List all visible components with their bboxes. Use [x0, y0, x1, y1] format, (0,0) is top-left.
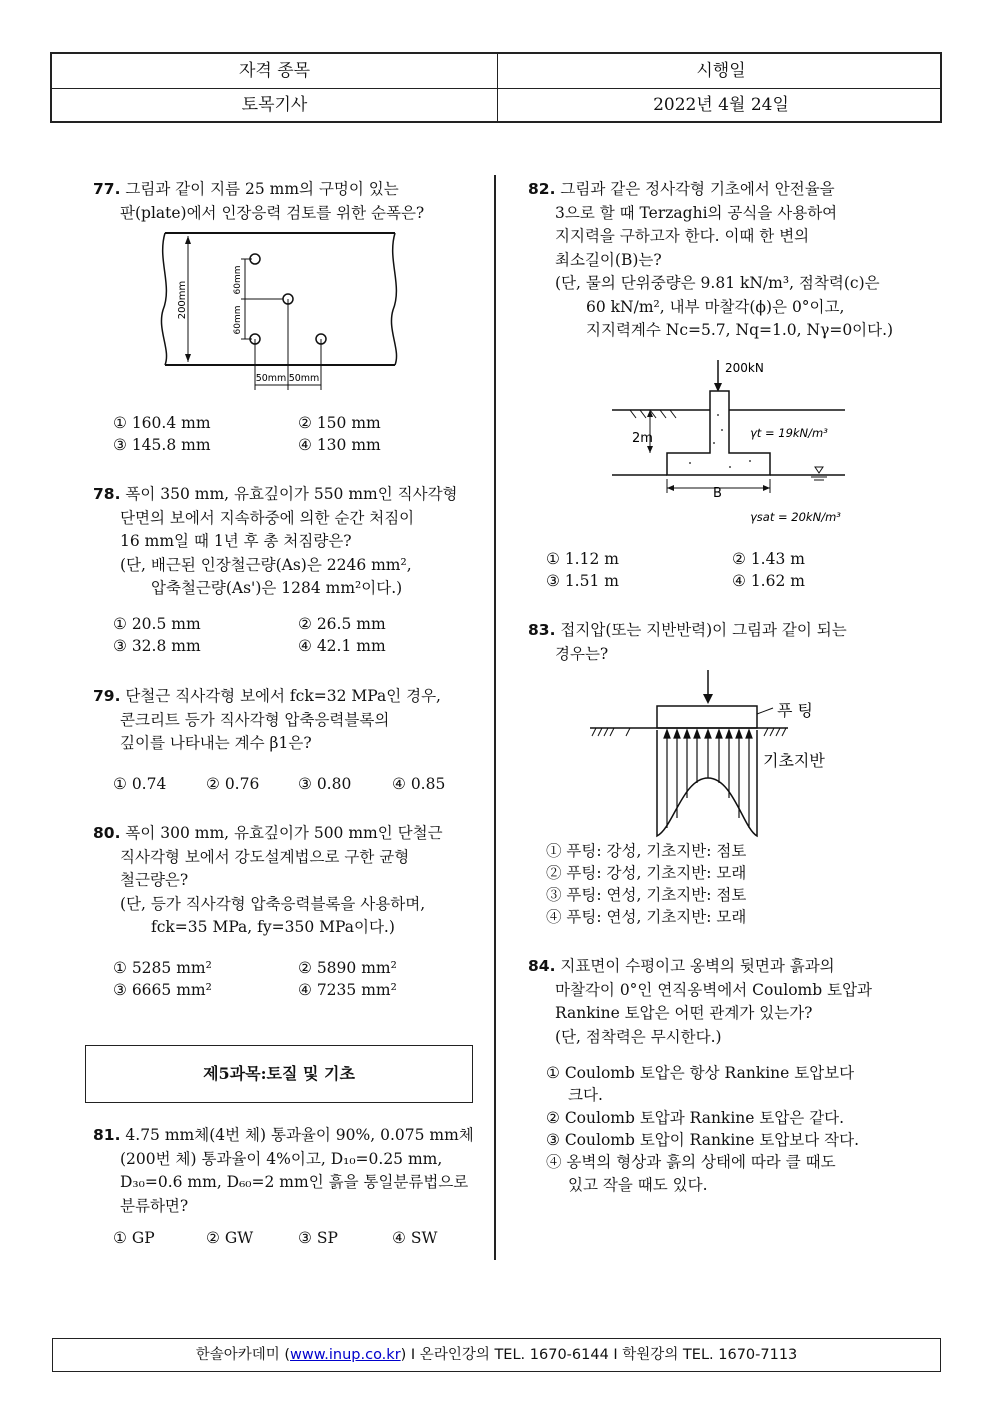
question-78: 78. 폭이 350 mm, 유효깊이가 550 mm인 직사각형 단면의 보에서 지속하중에 의한 순간 처짐이 16 mm일 때 1년 후 총 처짐량은? (단, 배근된 인장철근량(As)은 2246 mm², 압축철근량(As')은 1284 mm²이다.)	[93, 485, 458, 597]
q84-option-2[interactable]: ② Coulomb 토압과 Rankine 토압은 같다.	[546, 1109, 845, 1127]
footer-bar	[52, 1338, 941, 1372]
figure-83-footing-label: 푸 팅	[777, 701, 813, 720]
q81-option-4[interactable]: ④ SW	[392, 1229, 438, 1247]
q84-option-1-cont: 크다.	[568, 1086, 603, 1104]
header-value-category: 토목기사	[52, 88, 498, 122]
q81-option-3[interactable]: ③ SP	[298, 1229, 338, 1247]
header-label-date: 시행일	[696, 61, 746, 81]
header-table	[50, 52, 942, 123]
figure-82-depth-label: 2m	[632, 431, 653, 446]
question-80: 80. 폭이 300 mm, 유효깊이가 500 mm인 단철근 직사각형 보에서 강도설계법으로 구한 균형 철근량은? (단, 등가 직사각형 압축응력블록을 사용하며, fck=35 MPa, fy=350 MPa이다.)	[93, 824, 443, 936]
question-77: 77. 그림과 같이 지름 25 mm의 구멍이 있는 판(plate)에서 인장응력 검토를 위한 순폭은?	[93, 178, 483, 225]
plate-hole-figure	[155, 230, 405, 390]
figure-77-h2-label: 50mm	[288, 373, 320, 384]
footer-contact: ) I 온라인강의 TEL. 1670-6144 I 학원강의 TEL. 1670-7113	[400, 1347, 798, 1363]
q83-option-2[interactable]: ② 푸팅: 강성, 기초지반: 모래	[546, 864, 747, 882]
figure-82-gamma-t: γt = 19kN/m³	[750, 426, 828, 440]
q80-option-1[interactable]: ① 5285 mm²	[113, 959, 212, 977]
header-label-category: 자격 종목	[52, 54, 498, 88]
q77-option-2[interactable]: ② 150 mm	[298, 414, 381, 432]
contact-pressure-figure	[588, 668, 848, 838]
q84-option-3[interactable]: ③ Coulomb 토압이 Rankine 토압보다 작다.	[546, 1131, 860, 1149]
q78-option-1[interactable]: ① 20.5 mm	[113, 615, 201, 633]
q79-option-4[interactable]: ④ 0.85	[392, 775, 446, 793]
q80-option-2[interactable]: ② 5890 mm²	[298, 959, 397, 977]
figure-82-gamma-sat: γsat = 20kN/m³	[750, 510, 841, 524]
q79-option-1[interactable]: ① 0.74	[113, 775, 167, 793]
q82-option-4[interactable]: ④ 1.62 m	[732, 572, 805, 590]
footing-figure	[610, 355, 870, 530]
q77-option-3[interactable]: ③ 145.8 mm	[113, 436, 211, 454]
q78-option-2[interactable]: ② 26.5 mm	[298, 615, 386, 633]
figure-83-ground-label: 기초지반	[763, 751, 825, 770]
column-divider	[494, 175, 496, 1260]
figure-77-h1-label: 50mm	[255, 373, 287, 384]
q84-option-4-cont: 있고 작을 때도 있다.	[568, 1176, 708, 1194]
q84-option-4[interactable]: ④ 옹벽의 형상과 흙의 상태에 따라 클 때도	[546, 1153, 836, 1171]
footer-academy: 한솔아카데미 (	[195, 1347, 291, 1363]
figure-77-v2-label: 60mm	[233, 305, 243, 335]
q80-option-3[interactable]: ③ 6665 mm²	[113, 981, 212, 999]
subject-heading: 제5과목:토질 및 기초	[85, 1045, 473, 1103]
q83-option-4[interactable]: ④ 푸팅: 연성, 기초지반: 모래	[546, 908, 747, 926]
question-79: 79. 단철근 직사각형 보에서 fck=32 MPa인 경우, 콘크리트 등가 직사각형 압축응력블록의 깊이를 나타내는 계수 β1은?	[93, 687, 441, 752]
q81-option-2[interactable]: ② GW	[206, 1229, 254, 1247]
question-84: 84. 지표면이 수평이고 옹벽의 뒷면과 흙과의 마찰각이 0°인 연직옹벽에서 Coulomb 토압과 Rankine 토압은 어떤 관계가 있는가? (단, 점착력은 무시한다.)	[528, 957, 873, 1046]
question-77-line-1: 그림과 같이 지름 25 mm의 구멍이 있는	[125, 180, 399, 198]
figure-82-load-label: 200kN	[725, 361, 764, 375]
header-value-date: 2022년 4월 24일	[653, 95, 789, 115]
q83-option-1[interactable]: ① 푸팅: 강성, 기초지반: 점토	[546, 842, 747, 860]
question-77-line-2: 판(plate)에서 인장응력 검토를 위한 순폭은?	[120, 203, 425, 222]
q82-option-1[interactable]: ① 1.12 m	[546, 550, 619, 568]
q79-option-2[interactable]: ② 0.76	[206, 775, 260, 793]
q79-option-3[interactable]: ③ 0.80	[298, 775, 352, 793]
question-81: 81. 4.75 mm체(4번 체) 통과율이 90%, 0.075 mm체 (200번 체) 통과율이 4%이고, D₁₀=0.25 mm, D₃₀=0.6 mm, D₆₀=2 mm인 흙을 통일분류법으로 분류하면?	[93, 1126, 474, 1215]
q82-option-3[interactable]: ③ 1.51 m	[546, 572, 619, 590]
figure-77-width-label: 200mm	[177, 280, 188, 320]
question-83: 83. 접지압(또는 지반반력)이 그림과 같이 되는 경우는?	[528, 621, 847, 663]
q83-option-3[interactable]: ③ 푸팅: 연성, 기초지반: 점토	[546, 886, 747, 904]
q77-option-1[interactable]: ① 160.4 mm	[113, 414, 211, 432]
q81-option-1[interactable]: ① GP	[113, 1229, 155, 1247]
q78-option-3[interactable]: ③ 32.8 mm	[113, 637, 201, 655]
figure-77-v1-label: 60mm	[233, 265, 243, 295]
q84-option-1[interactable]: ① Coulomb 토압은 항상 Rankine 토압보다	[546, 1064, 855, 1082]
q78-option-4[interactable]: ④ 42.1 mm	[298, 637, 386, 655]
question-82: 82. 그림과 같은 정사각형 기초에서 안전율을 3으로 할 때 Terzaghi의 공식을 사용하여 지지력을 구하고자 한다. 이때 한 변의 최소길이(B)는? (단, 물의 단위중량은 9.81 kN/m³, 점착력(c)은 60 kN/m², 내부 마찰각(ϕ)은 0°이고, 지지력계수 Nc=5.7, Nq=1.0, Nγ=0이다.)	[528, 180, 894, 339]
figure-82-width-label: B	[713, 486, 722, 501]
q82-option-2[interactable]: ② 1.43 m	[732, 550, 805, 568]
q80-option-4[interactable]: ④ 7235 mm²	[298, 981, 397, 999]
footer-url-link[interactable]: www.inup.co.kr	[290, 1347, 401, 1363]
q77-option-4[interactable]: ④ 130 mm	[298, 436, 381, 454]
